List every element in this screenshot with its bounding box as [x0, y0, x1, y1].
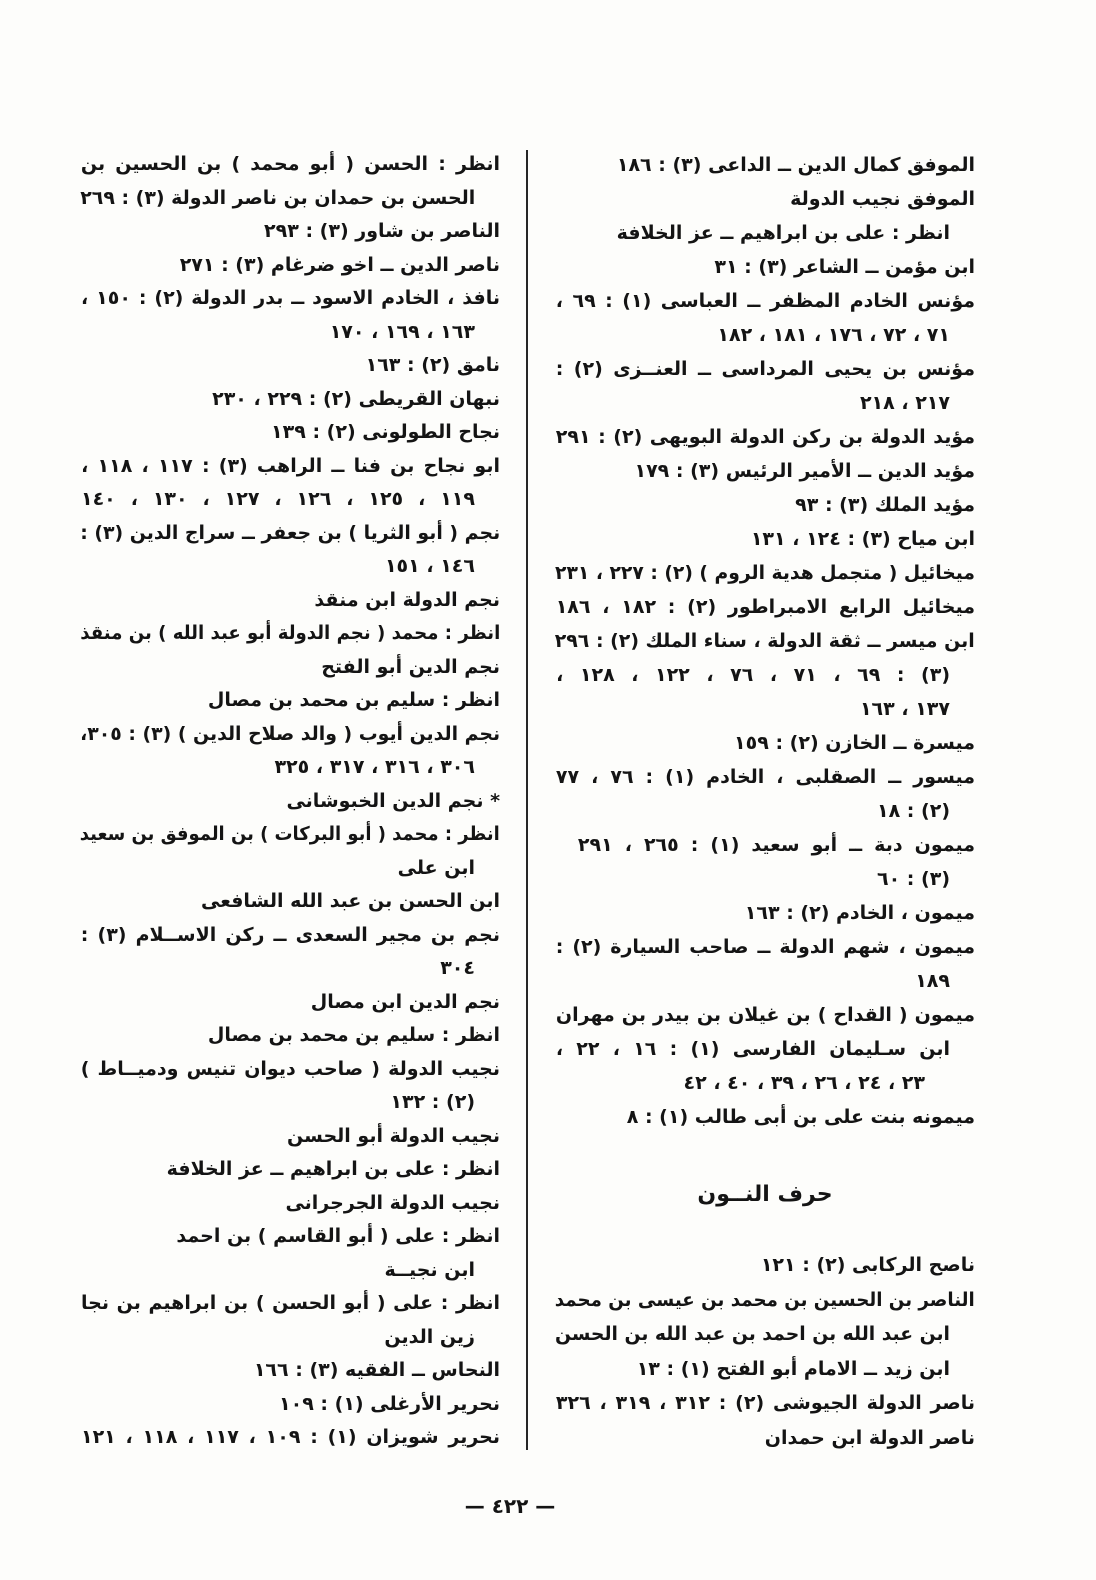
line-text: الناصر بن الحسين بن محمد بن عيسى بن محمد [555, 1288, 975, 1311]
index-line [555, 556, 975, 590]
line-text: ابن زيد ــ الامام أبو الفتح (١) : ١٣ [636, 1357, 950, 1380]
index-line [555, 624, 975, 658]
line-text: ١١٩ ، ١٢٥ ، ١٢٦ ، ١٢٧ ، ١٣٠ ، ١٤٠ [80, 488, 475, 510]
line-text: ٢٣ ، ٢٤ ، ٢٦ ، ٣٩ ، ٤٠ ، ٤٢ [683, 1072, 925, 1094]
line-text: ناصر الدولة ابن حمدان [764, 1426, 975, 1449]
index-line [555, 250, 975, 284]
line-text: ميمون ، شهم الدولة ــ صاحب السيارة (٢) : [555, 936, 975, 958]
index-line [555, 862, 975, 896]
line-text: انظر : محمد ( أبو البركات ) بن الموفق بن سعيد [80, 823, 500, 845]
line-text: نجم الدين أيوب ( والد صلاح الدين ) (٣) : ٣٠٥، [80, 722, 500, 745]
line-text: ٣٠٤ [440, 957, 475, 979]
index-line [80, 952, 500, 986]
line-text: ابن مياح (٣) : ١٢٤ ، ١٣١ [750, 528, 975, 550]
line-text: ابن سـليمان الفارسى (١) : ١٦ ، ٢٢ ، [555, 1038, 950, 1060]
index-line [80, 684, 500, 718]
index-line [555, 488, 975, 522]
index-line [555, 182, 975, 216]
index-line [80, 1153, 500, 1187]
line-text: ١٤٦ ، ١٥١ [384, 555, 475, 577]
line-text: ميخائيل ( متجمل هدية الروم ) (٢) : ٢٢٧ ، ٢٣١ [555, 562, 975, 584]
index-line [80, 785, 500, 819]
line-text: ميمون ، الخادم (٢) : ١٦٣ [744, 902, 975, 924]
index-line [555, 1283, 975, 1318]
page-number: — ٤٢٢ — [464, 1494, 556, 1518]
index-line [80, 718, 500, 752]
index-line [555, 590, 975, 624]
line-text: (٢) : ١٨ [876, 800, 950, 822]
index-line [80, 1220, 500, 1254]
index-line [80, 282, 500, 316]
line-text: انظر : على ( أبو الحسن ) بن ابراهيم بن نجا [81, 1292, 500, 1314]
line-text: مؤيد الملك (٣) : ٩٣ [795, 494, 975, 516]
line-text: ناصح الركابى (٢) : ١٢١ [760, 1254, 975, 1276]
line-text: نجم الدولة ابن منقذ [314, 588, 500, 611]
line-text: ميمون ( القداح ) بن غيلان بن بيدر بن مهران [555, 1004, 975, 1026]
index-line [80, 349, 500, 383]
index-line [555, 522, 975, 556]
index-line [80, 1187, 500, 1221]
index-line [555, 692, 975, 726]
line-text: مؤنس بن يحيى المرداسى ــ العنــزى (٢) : [555, 358, 975, 380]
line-text: ميسور ــ الصقلبى ، الخادم (١) : ٧٦ ، ٧٧ [555, 766, 975, 788]
index-line [80, 1321, 500, 1355]
line-text: ابن الحسن بن عبد الله الشافعى [201, 890, 500, 912]
line-text: انظر : سليم بن محمد بن مصال [207, 1024, 500, 1046]
index-line [80, 1354, 500, 1388]
index-line [555, 1317, 975, 1352]
index-line [80, 885, 500, 919]
index-line [555, 760, 975, 794]
index-line [80, 249, 500, 283]
index-line [80, 383, 500, 417]
index-line [555, 352, 975, 386]
line-text: انظر : على بن ابراهيم ــ عز الخلافة [166, 1158, 500, 1180]
line-text: * نجم الدين الخبوشانى [286, 789, 500, 812]
line-text: الموفق نجيب الدولة [790, 188, 975, 210]
line-text: مؤيد الدين ــ الأمير الرئيس (٣) : ١٧٩ [634, 460, 975, 482]
index-line [80, 1019, 500, 1053]
index-line [80, 1421, 500, 1455]
index-line [555, 318, 975, 352]
line-text: نحرير شويزان (١) : ١٠٩ ، ١١٧ ، ١١٨ ، ١٢١ [80, 1426, 500, 1448]
line-text: نجم بن مجير السعدى ــ ركن الاســلام (٣) : [80, 923, 500, 946]
index-line [555, 1248, 975, 1283]
index-line [555, 1100, 975, 1134]
line-text: نامق (٢) : ١٦٣ [365, 354, 500, 376]
line-text: انظر : سليم بن محمد بن مصال [207, 689, 500, 711]
index-line [80, 1388, 500, 1422]
line-text: ميمون دبة ــ أبو سعيد (١) : ٢٦٥ ، ٢٩١ [577, 834, 975, 856]
line-text: انظر : على ( أبو القاسم ) بن احمد [176, 1225, 500, 1247]
index-line [80, 483, 500, 517]
section-heading: حرف النــون [697, 1182, 833, 1207]
line-text: مؤنس الخادم المظفر ــ العباسى (١) : ٦٩ ، [555, 290, 975, 312]
index-line [555, 284, 975, 318]
line-text: نجاح الطولونى (٢) : ١٣٩ [271, 421, 500, 443]
line-text: ٢١٧ ، ٢١٨ [859, 392, 950, 414]
line-text: ميمونه بنت على بن أبى طالب (١) : ٨ [626, 1106, 975, 1128]
index-line [80, 852, 500, 886]
index-line [80, 517, 500, 551]
line-text: ابن عبد الله بن احمد بن عبد الله بن الحسن [555, 1323, 950, 1345]
index-line [80, 1053, 500, 1087]
line-text: نبهان القريطى (٢) : ٢٢٩ ، ٢٣٠ [212, 387, 500, 410]
line-text: ابن نجيــة [384, 1258, 475, 1281]
index-line [80, 215, 500, 249]
index-line [555, 420, 975, 454]
line-text: زين الدين [384, 1325, 475, 1348]
line-text: ناصر الدين ــ اخو ضرغام (٣) : ٢٧١ [179, 253, 500, 276]
line-text: (٣) : ٦٩ ، ٧١ ، ٧٦ ، ١٢٢ ، ١٢٨ ، [556, 664, 950, 686]
line-text: انظر : الحسن ( أبو محمد ) بن الحسين بن [80, 153, 500, 175]
index-line [555, 998, 975, 1032]
line-text: النحاس ــ الفقيه (٣) : ١٦٦ [253, 1359, 500, 1381]
index-line [555, 1066, 975, 1100]
index-line [555, 454, 975, 488]
line-text: نافذ ، الخادم الاسود ــ بدر الدولة (٢) : ١٥٠ ، [81, 287, 500, 309]
index-line [555, 386, 975, 420]
index-line [555, 896, 975, 930]
line-text: ابن على [397, 856, 475, 879]
index-line [555, 1352, 975, 1387]
index-line [555, 1032, 975, 1066]
column-divider [526, 150, 528, 1450]
index-line [80, 1086, 500, 1120]
line-text: (٣) : ٦٠ [876, 868, 950, 890]
line-text: نجم ( أبو الثريا ) بن جعفر ــ سراج الدين (٣) : [80, 521, 501, 544]
index-line [80, 651, 500, 685]
line-text: ابن مؤمن ــ الشاعر (٣) : ٣١ [714, 256, 975, 278]
index-line [555, 148, 975, 182]
line-text: ابن ميسر ــ ثقة الدولة ، سناء الملك (٢) : ٢٩٦ [555, 630, 975, 652]
index-line [555, 658, 975, 692]
line-text: الموفق كمال الدين ــ الداعى (٣) : ١٨٦ [616, 154, 975, 176]
index-line [555, 794, 975, 828]
index-line [555, 930, 975, 964]
line-text: ١٨٩ [915, 970, 950, 992]
line-text: مؤيد الدولة بن ركن الدولة البويهى (٢) : ٢٩١ [555, 426, 975, 448]
left-column [80, 148, 500, 1455]
right-column [555, 148, 975, 1134]
line-text: الحسن بن حمدان بن ناصر الدولة (٣) : ٢٦٩ [80, 186, 475, 209]
index-line [80, 316, 500, 350]
right-column-section [555, 1248, 975, 1455]
line-text: نحرير الأرغلى (١) : ١٠٩ [279, 1392, 500, 1415]
line-text: ميسرة ــ الخازن (٢) : ١٥٩ [734, 732, 975, 754]
line-text: الناصر بن شاور (٣) : ٢٩٣ [264, 220, 500, 242]
index-line [80, 751, 500, 785]
line-text: نجيب الدولة ( صاحب ديوان تنيس ودميــاط ) [80, 1057, 500, 1080]
index-line [80, 818, 500, 852]
line-text: نجيب الدولة الجرجرانى [285, 1191, 500, 1214]
line-text: انظر : محمد ( نجم الدولة أبو عبد الله ) بن منقذ [80, 622, 500, 644]
index-line [80, 1254, 500, 1288]
index-line [555, 1386, 975, 1421]
line-text: انظر : على بن ابراهيم ــ عز الخلافة [616, 222, 950, 244]
index-line [80, 584, 500, 618]
index-line [80, 1287, 500, 1321]
index-line [555, 1421, 975, 1456]
line-text: ١٣٧ ، ١٦٣ [859, 698, 950, 720]
index-line [80, 148, 500, 182]
index-line [80, 1120, 500, 1154]
index-line [555, 964, 975, 998]
index-line [555, 216, 975, 250]
line-text: ناصر الدولة الجيوشى (٢) : ٣١٢ ، ٣١٩ ، ٣٢٦ [555, 1392, 975, 1414]
index-line [80, 182, 500, 216]
line-text: نجم الدين أبو الفتح [321, 655, 500, 678]
index-line [555, 828, 975, 862]
index-line [80, 919, 500, 953]
index-line [80, 986, 500, 1020]
line-text: ابو نجاح بن فنا ــ الراهب (٣) : ١١٧ ، ١١٨ ، [81, 454, 500, 477]
index-line [80, 416, 500, 450]
index-line [555, 726, 975, 760]
index-line [80, 550, 500, 584]
index-line [80, 450, 500, 484]
line-text: (٢) : ١٣٢ [390, 1091, 475, 1113]
line-text: ميخائيل الرابع الامبراطور (٢) : ١٨٢ ، ١٨٦ [555, 596, 975, 618]
index-line [80, 617, 500, 651]
line-text: نجيب الدولة أبو الحسن [287, 1124, 500, 1147]
line-text: نجم الدين ابن مصال [310, 990, 500, 1013]
line-text: ٣٠٦ ، ٣١٦ ، ٣١٧ ، ٣٢٥ [274, 756, 475, 778]
line-text: ١٦٣ ، ١٦٩ ، ١٧٠ [329, 320, 475, 343]
line-text: ٧١ ، ٧٢ ، ١٧٦ ، ١٨١ ، ١٨٢ [717, 324, 950, 346]
